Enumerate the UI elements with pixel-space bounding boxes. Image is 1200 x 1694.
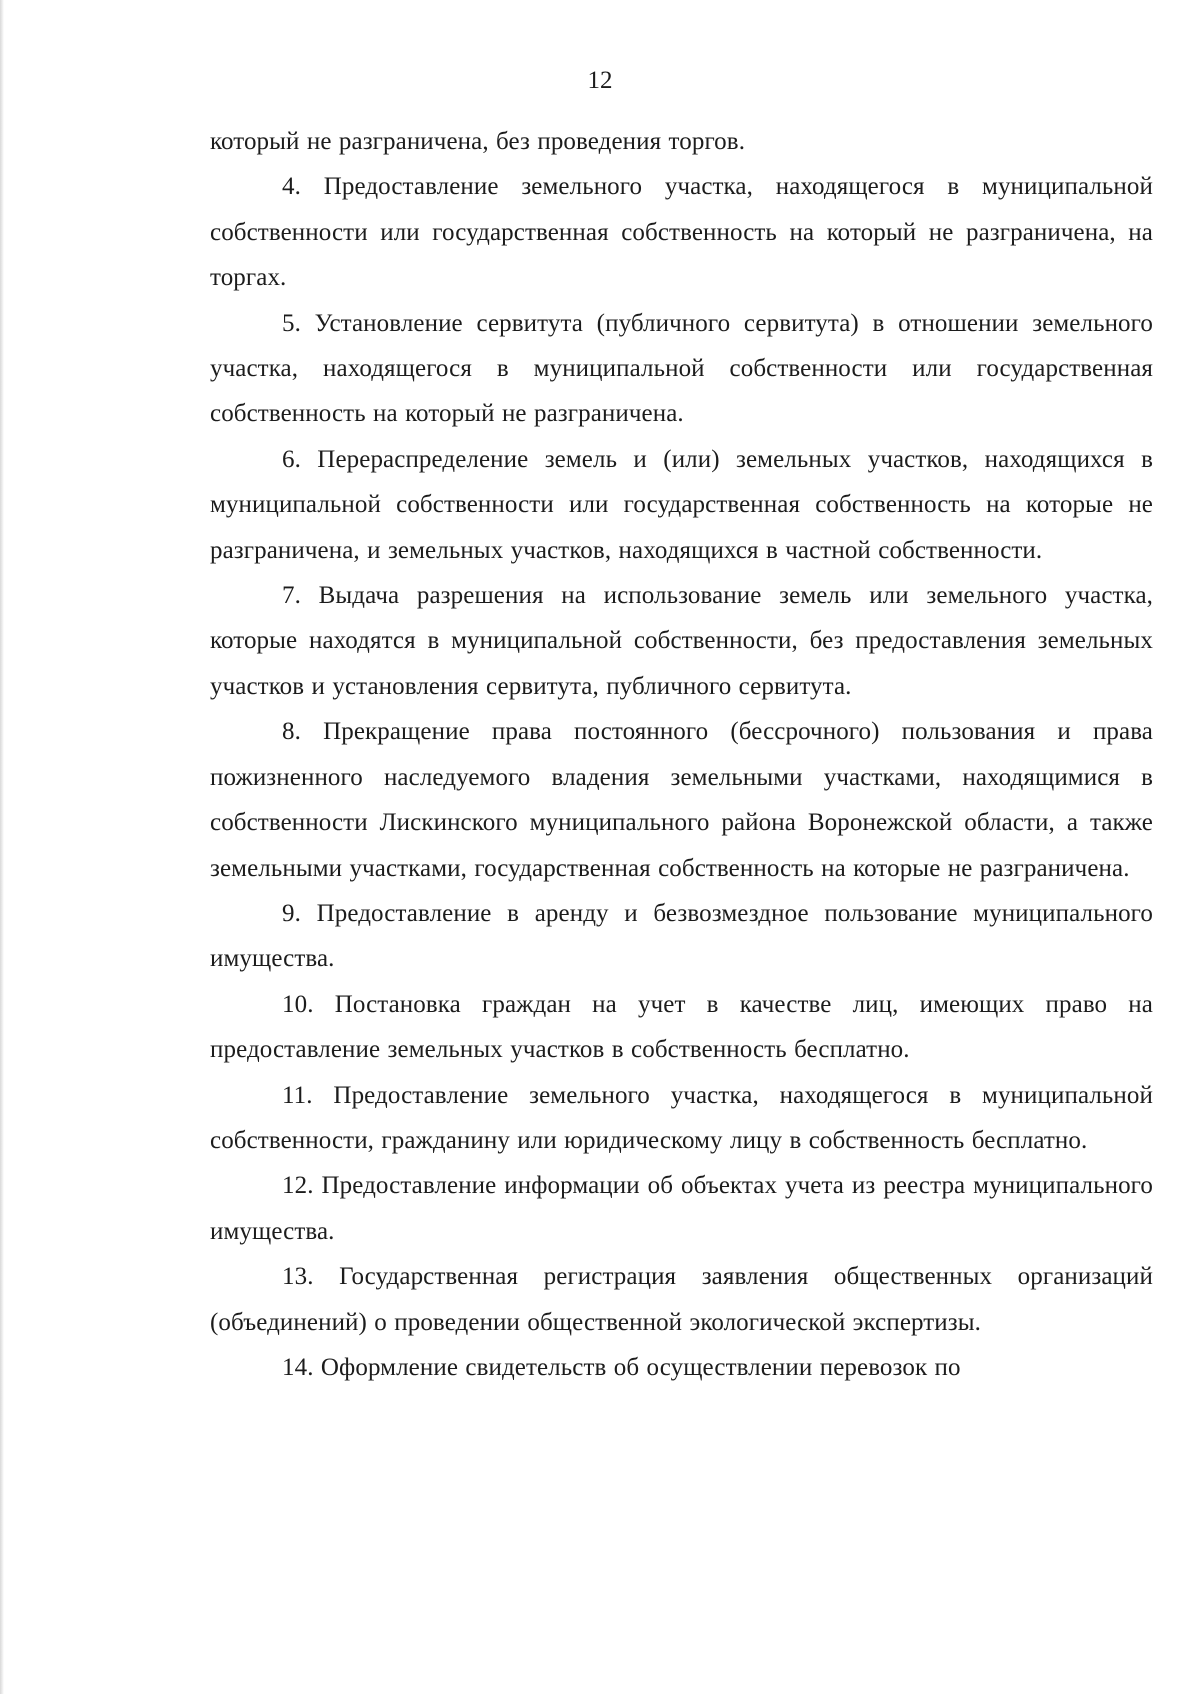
- list-item-6: 6. Перераспределение земель и (или) земельных участков, находящихся в муниципальной собственности или государственная собственность на которые не разграничена, и земельных участков, находящихся в частной собственности.: [210, 445, 1153, 564]
- page-number: 12: [587, 67, 613, 94]
- list-item-8: 8. Прекращение права постоянного (бессрочного) пользования и права пожизненного наследуемого владения земельными участками, находящимися в собственности Лискинского муниципального района Воронежской области, а также земельными участками, государственная собственность на которые не разграничена.: [210, 718, 1153, 882]
- scan-edge: [0, 0, 4, 1694]
- document-body: [210, 119, 1153, 1390]
- list-item-4: 4. Предоставление земельного участка, находящегося в муниципальной собственности или государственная собственность на который не разграничена, на торгах.: [210, 173, 1153, 292]
- paragraph-continuation: который не разграничена, без проведения торгов.: [210, 128, 746, 155]
- list-item-12: 12. Предоставление информации об объектах учета из реестра муниципального имущества.: [210, 1172, 1153, 1245]
- list-item-9: 9. Предоставление в аренду и безвозмездное пользование муниципального имущества.: [210, 899, 1153, 973]
- list-item-5: 5. Установление сервитута (публичного сервитута) в отношении земельного участка, находящегося в муниципальной собственности или государственная собственность на который не разграничена.: [210, 309, 1153, 428]
- list-item-11: 11. Предоставление земельного участка, находящегося в муниципальной собственности, гражданину или юридическому лицу в собственность бесплатно.: [210, 1081, 1153, 1154]
- list-item-10: 10. Постановка граждан на учет в качестве лиц, имеющих право на предоставление земельных участков в собственность бесплатно.: [210, 990, 1153, 1064]
- list-item-14: 14. Оформление свидетельств об осуществлении перевозок по: [282, 1353, 961, 1381]
- list-item-13: 13. Государственная регистрация заявления общественных организаций (объединений) о проведении общественной экологической экспертизы.: [210, 1263, 1153, 1336]
- list-item-7: 7. Выдача разрешения на использование земель или земельного участка, которые находятся в муниципальной собственности, без предоставления земельных участков и установления сервитута, публичного сервитута.: [210, 582, 1153, 700]
